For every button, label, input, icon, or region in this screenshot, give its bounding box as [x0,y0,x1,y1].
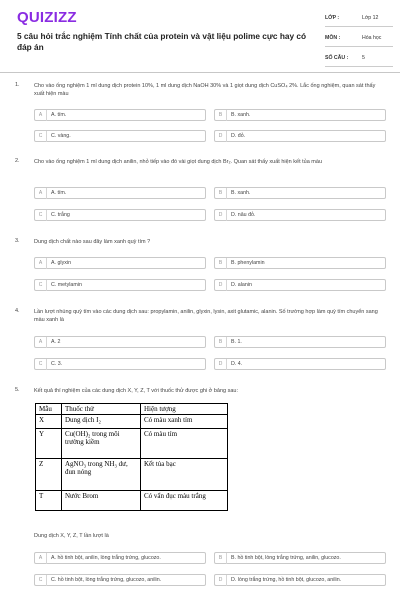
meta-row-count [325,53,393,67]
option-1b[interactable] [214,109,386,121]
meta-label: LỚP : [325,15,340,21]
quizizz-logo: QUIZIZZ [17,9,77,26]
option-text: B. 1. [231,339,242,345]
option-text: D. đỏ. [231,133,246,139]
option-2d[interactable] [214,209,386,221]
option-text: D. lòng trắng trứng, hồ tinh bột, glucozo, anilin. [231,577,342,583]
option-text: C. 3. [51,361,63,367]
question-text: Cho vào ống nghiệm 1 ml dung dịch anilin, nhỏ tiếp vào đó vài giọt dung dịch Br₂. Quan sát thấy xuất hiện kết tủa màu [34,159,323,165]
table-cell: T [36,491,62,511]
meta-value: 5 [362,55,365,61]
meta-row-class [325,13,393,27]
table-cell: Có màu tím [141,429,228,459]
header-divider [0,72,400,73]
option-text: C. trắng [51,212,70,218]
table-row [36,459,228,491]
question-text: Dung dịch chất nào sau đây làm xanh quỳ tím ? [34,239,151,245]
option-1c[interactable] [34,130,206,142]
table-cell: Cu(OH)₂ trong môi trường kiềm [62,429,141,459]
table-row [36,429,228,459]
option-text: B. xanh. [231,112,251,118]
meta-row-subject [325,33,393,47]
option-text: B. phenylamin [231,260,265,266]
meta-value: Lớp 12 [362,15,379,21]
option-3d[interactable] [214,279,386,291]
question-number: 5. [15,387,20,393]
question-text: Lần lượt nhúng quỳ tím vào các dung dịch sau: propylamin, anilin, glyxin, lysin, axit glutamic, alanin. Số trường hợp làm quỳ tím chuyển sang màu xanh là [34,309,378,323]
option-text: D. nâu đỏ. [231,212,256,218]
table-row [36,491,228,511]
table-cell: X [36,415,62,429]
option-5d[interactable] [214,574,386,586]
option-letter: C [35,131,47,142]
option-1a[interactable] [34,109,206,121]
table-header: Hiện tượng [141,404,228,415]
option-letter: C [35,359,47,370]
meta-value: Hóa học [362,35,382,41]
question-number: 2. [15,158,20,164]
option-letter: A [35,258,47,269]
option-5a[interactable] [34,552,206,564]
option-letter: A [35,188,47,199]
option-1d[interactable] [214,130,386,142]
option-text: D. alanin [231,282,252,288]
option-2a[interactable] [34,187,206,199]
option-letter: B [215,258,227,269]
option-4c[interactable] [34,358,206,370]
option-text: A. tím. [51,112,67,118]
option-text: A. tím. [51,190,67,196]
table-cell: Kết tủa bạc [141,459,228,491]
option-4d[interactable] [214,358,386,370]
option-letter: D [215,280,227,291]
option-letter: C [35,210,47,221]
option-text: B. xanh. [231,190,251,196]
page-title: 5 câu hỏi trắc nghiệm Tính chất của protein và vật liệu polime cực hay có đáp án [17,31,307,52]
option-2b[interactable] [214,187,386,199]
option-letter: B [215,188,227,199]
option-text: B. hồ tinh bột, lòng trắng trứng, anilin, glucozo. [231,555,341,561]
option-3c[interactable] [34,279,206,291]
option-letter: D [215,359,227,370]
table-cell: Có màu xanh tím [141,415,228,429]
option-text: A. hồ tinh bột, anilin, lòng trắng trứng, glucozo. [51,555,161,561]
question-number: 3. [15,238,20,244]
table-row [36,415,228,429]
option-letter: B [215,337,227,348]
meta-panel [325,13,393,73]
option-letter: B [215,553,227,564]
option-2c[interactable] [34,209,206,221]
option-text: D. 4. [231,361,243,367]
table-cell: AgNO₃ trong NH₃ dư, đun nóng [62,459,141,491]
meta-label: SỐ CÂU : [325,55,349,61]
option-5c[interactable] [34,574,206,586]
table-header: Mẫu [36,404,62,415]
question-5-prompt: Dung dịch X, Y, Z, T lần lượt là [34,533,109,539]
meta-label: MÔN : [325,35,341,41]
question-number: 4. [15,308,20,314]
option-3a[interactable] [34,257,206,269]
results-table [35,403,228,511]
question-text: Cho vào ống nghiệm 1 ml dung dịch protein 10%, 1 ml dung dịch NaOH 30% và 1 giọt dung dịch CuSO₄ 2%. Lắc ống nghiệm, quan sát thấy xuất hiện màu [34,83,376,97]
option-letter: C [35,280,47,291]
option-4b[interactable] [214,336,386,348]
option-3b[interactable] [214,257,386,269]
option-text: A. glyxin [51,260,72,266]
option-letter: A [35,337,47,348]
table-cell: Z [36,459,62,491]
option-letter: A [35,553,47,564]
option-5b[interactable] [214,552,386,564]
table-cell: Có vẩn đục màu trắng [141,491,228,511]
table-header: Thuốc thử [62,404,141,415]
question-text: Kết quả thí nghiệm của các dung dịch X, Y, Z, T với thuốc thử được ghi ở bảng sau: [34,388,238,394]
option-text: A. 2 [51,339,61,345]
table-cell: Dung dịch I₂ [62,415,141,429]
table-cell: Y [36,429,62,459]
question-number: 1. [15,82,20,88]
option-4a[interactable] [34,336,206,348]
option-text: C. metylamin [51,282,82,288]
option-letter: D [215,131,227,142]
option-letter: C [35,575,47,586]
option-letter: B [215,110,227,121]
option-letter: D [215,210,227,221]
table-header-row [36,404,228,415]
option-text: C. hồ tinh bột, lòng trắng trứng, glucozo, anilin. [51,577,162,583]
option-text: C. vàng. [51,133,71,139]
option-letter: A [35,110,47,121]
table-cell: Nước Brom [62,491,141,511]
option-letter: D [215,575,227,586]
